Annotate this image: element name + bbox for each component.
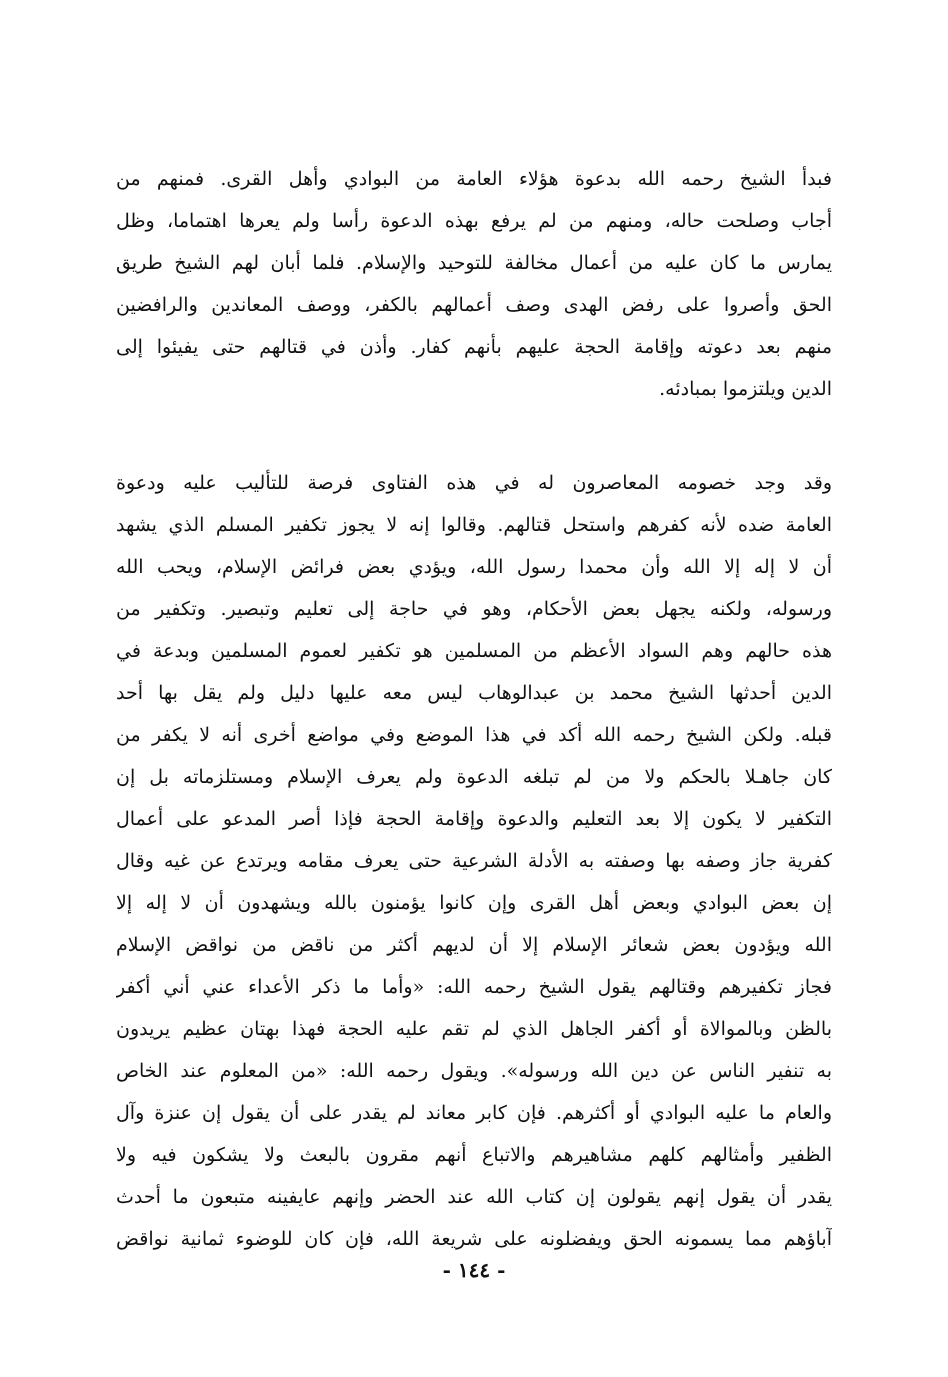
text-line: والعام ما عليه البوادي أو أكثرهم. فإن كابر معاند لم يقدر على أن يقول إن عنزة وآل xyxy=(116,1102,832,1124)
text-line: هذه حالهم وهم السواد الأعظم من المسلمين هو تكفير لعموم المسلمين وبدعة في xyxy=(116,640,832,662)
text-line: وقد وجد خصومه المعاصرون له في هذه الفتاوى فرصة للتأليب عليه ودعوة xyxy=(116,472,832,494)
text-line: كان جاهـلا بالحكم ولا من لم تبلغه الدعوة ولم يعرف الإسلام ومستلزماته بل إن xyxy=(116,766,832,788)
paragraph xyxy=(116,462,832,1260)
text-line: الدين أحدثها الشيخ محمد بن عبدالوهاب ليس معه عليها دليل ولم يقل بها أحد xyxy=(116,682,832,704)
text-line: الظفير وأمثالهم كلهم مشاهيرهم والاتباع أنهم مقرون بالبعث ولا يشكون فيه ولا xyxy=(116,1144,832,1166)
paragraph-gap xyxy=(116,410,832,462)
text-line: فجاز تكفيرهم وقتالهم يقول الشيخ رحمه الله: «وأما ما ذكر الأعداء عني أني أكفر xyxy=(116,976,832,998)
text-line: الدين ويلتزموا بمبادئه. xyxy=(659,378,832,400)
text-line: فبدأ الشيخ رحمه الله بدعوة هؤلاء العامة من البوادي وأهل القرى. فمنهم من xyxy=(116,168,832,190)
text-line: أجاب وصلحت حاله، ومنهم من لم يرفع بهذه الدعوة رأسا ولم يعرها اهتماما، وظل xyxy=(116,210,832,232)
text-line: يقدر أن يقول إنهم يقولون إن كتاب الله عند الحضر وإنهم عايفينه متبعون ما أحدث xyxy=(116,1186,832,1208)
text-line: منهم بعد دعوته وإقامة الحجة عليهم بأنهم كفار. وأذن في قتالهم حتى يفيئوا إلى xyxy=(116,336,832,358)
page-body xyxy=(116,158,832,1260)
text-line: إن بعض البوادي وبعض أهل القرى وإن كانوا يؤمنون بالله ويشهدون أن لا إله إلا xyxy=(116,892,832,914)
text-line: أن لا إله إلا الله وأن محمدا رسول الله، ويؤدي بعض فرائض الإسلام، ويحب الله xyxy=(116,556,832,578)
text-line: التكفير لا يكون إلا بعد التعليم والدعوة وإقامة الحجة فإذا أصر المدعو على أعمال xyxy=(116,808,832,830)
paragraph xyxy=(116,158,832,410)
text-line: العامة ضده لأنه كفرهم واستحل قتالهم. وقالوا إنه لا يجوز تكفير المسلم الذي يشهد xyxy=(116,514,832,536)
text-line: قبله. ولكن الشيخ رحمه الله أكد في هذا الموضع وفي مواضع أخرى أنه لا يكفر من xyxy=(116,724,832,746)
text-line: يمارس ما كان عليه من أعمال مخالفة للتوحيد والإسلام. فلما أبان لهم الشيخ طريق xyxy=(116,252,832,274)
text-line: ورسوله، ولكنه يجهل بعض الأحكام، وهو في حاجة إلى تعليم وتبصير. وتكفير من xyxy=(116,598,832,620)
page-number: - ١٤٤ - xyxy=(442,1258,506,1282)
text-line: به تنفير الناس عن دين الله ورسوله». ويقول رحمه الله: «من المعلوم عند الخاص xyxy=(116,1060,832,1082)
text-line: آباؤهم مما يسمونه الحق ويفضلونه على شريعة الله، فإن كان للوضوء ثمانية نواقض xyxy=(116,1228,832,1250)
text-line: بالظن وبالموالاة أو أكفر الجاهل الذي لم تقم عليه الحجة فهذا بهتان عظيم يريدون xyxy=(116,1018,832,1040)
text-line: كفرية جاز وصفه بها وصفته به الأدلة الشرعية حتى يعرف مقامه ويرتدع عن غيه وقال xyxy=(116,850,832,872)
text-line: الله ويؤدون بعض شعائر الإسلام إلا أن لديهم أكثر من ناقض من نواقض الإسلام xyxy=(116,934,832,956)
text-line: الحق وأصروا على رفض الهدى وصف أعمالهم بالكفر، ووصف المعاندين والرافضين xyxy=(116,294,832,316)
